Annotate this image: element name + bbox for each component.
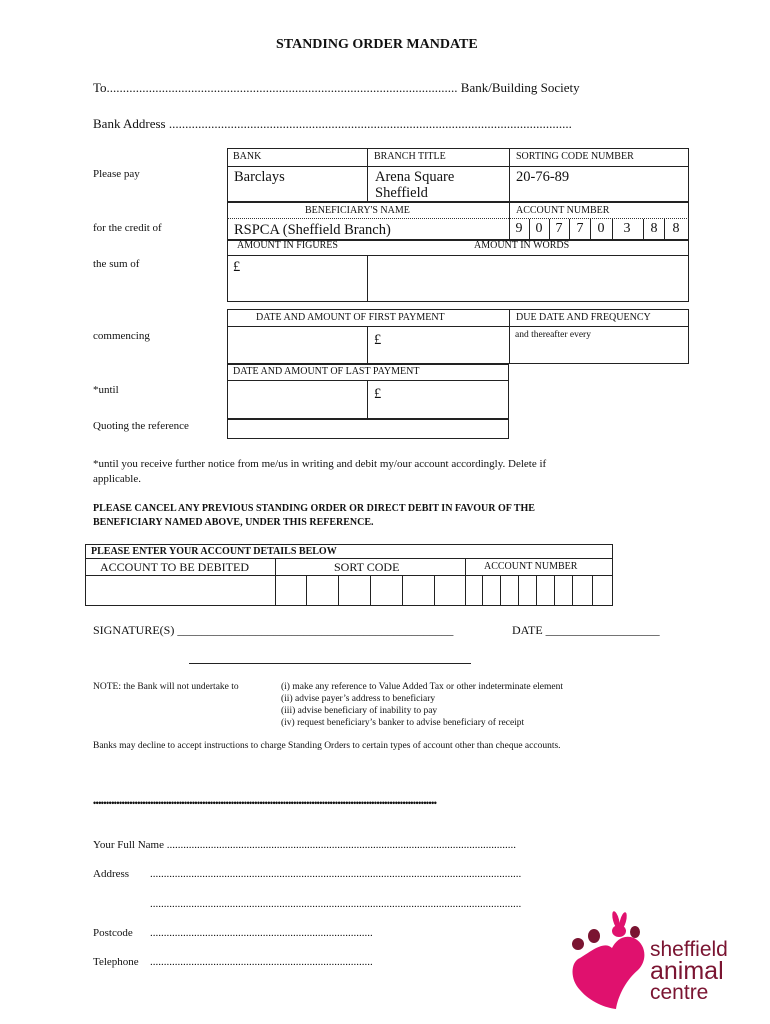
sort-cell-divider [402,575,403,606]
cut-separator: •••••••••••••••••••••••••••••••••••••••••••••••••••••••••••••••••••••••••••••••••••••••••••••••••••••••••••••••••••••••••••••••••••• [93,798,437,808]
digit-divider [643,219,644,240]
sort-cell-divider [434,575,435,606]
last-payment-header-rule [227,380,509,381]
account-details-rule [85,558,613,559]
digit-divider [549,219,550,240]
to-bank-line[interactable]: To............................................................................................................ Bank/Building Society [93,80,580,95]
sort-cell-divider [306,575,307,606]
amount-col-divider [367,255,368,302]
amount-header-rule [227,255,689,256]
banks-decline-text: Banks may decline to accept instructions to charge Standing Orders to certain types of account other than cheque accounts. [93,741,561,751]
sort-cell-divider [338,575,339,606]
logo-line1: sheffield [650,938,728,961]
account-cell-divider [518,575,519,606]
sort-cell-divider [275,558,276,606]
bank-value[interactable]: Barclays [234,169,285,185]
last-payment-header: DATE AND AMOUNT OF LAST PAYMENT [233,366,420,377]
sum-of-label: the sum of [93,258,140,270]
postcode-line[interactable]: ................................................................................. [150,927,373,939]
credit-of-label: for the credit of [93,222,162,234]
bank-col-divider [367,148,368,202]
account-cell-divider [500,575,501,606]
address-line-1[interactable]: ....................................................................................................................................... [150,868,522,880]
quoting-label: Quoting the reference [93,420,189,432]
logo-line3: centre [650,981,709,1004]
account-debited-label: ACCOUNT TO BE DEBITED [100,560,250,574]
sort-col-header: SORTING CODE NUMBER [516,151,634,162]
digit-divider [590,219,591,240]
beneficiary-col-divider [509,202,510,240]
digit-divider [569,219,570,240]
first-payment-amount-field[interactable] [388,330,506,360]
full-name-line[interactable]: Your Full Name ............................................................................................................................... [93,839,517,851]
pound-sign: £ [374,332,382,348]
bank-col-header: BANK [233,151,262,162]
cancel-notice-line2: BENEFICIARY NAMED ABOVE, UNDER THIS REFERENCE. [93,517,374,528]
bank-address-line[interactable]: Bank Address ............................................................................................................................ [93,116,572,131]
amount-figures-field[interactable] [234,262,364,298]
address-label: Address [93,868,130,880]
branch-col-divider [509,148,510,202]
postcode-label: Postcode [93,927,133,939]
account-digit[interactable]: 3 [623,221,631,236]
digit-divider [529,219,530,240]
account-cell-divider [536,575,537,606]
account-digit[interactable]: 0 [597,221,605,236]
due-date-col-divider [509,309,510,364]
account-cell-divider [592,575,593,606]
date-line[interactable]: DATE ___________________ [512,623,660,637]
pound-sign: £ [233,259,241,275]
account-to-debit-field[interactable] [88,578,272,604]
logo-line2: animal [650,957,724,985]
thereafter-text: and thereafter every [515,330,591,340]
account-label-rule [465,575,613,576]
sort-cell-divider [465,558,466,606]
bank-header-rule [227,166,689,167]
account-digit[interactable]: 8 [672,221,680,236]
address-line-2[interactable]: ....................................................................................................................................... [150,898,522,910]
account-digit[interactable]: 7 [555,221,563,236]
sort-code-value[interactable]: 20-76-89 [516,169,570,185]
account-cell-divider [482,575,483,606]
frequency-field[interactable] [513,344,685,362]
due-date-header: DUE DATE AND FREQUENCY [516,312,651,323]
beneficiary-header: BENEFICIARY'S NAME [305,205,410,216]
please-pay-label: Please pay [93,168,140,180]
amount-figures-header: AMOUNT IN FIGURES [237,240,338,251]
cancel-notice-line1: PLEASE CANCEL ANY PREVIOUS STANDING ORDER OR DIRECT DEBIT IN FAVOUR OF THE [93,503,535,514]
until-label: *until [93,384,119,396]
commencing-label: commencing [93,330,150,342]
pound-sign: £ [374,386,382,402]
until-note-line1: *until you receive further notice from me/us in writing and debit my/our account accordingly. Delete if [93,458,547,470]
first-payment-col-divider [367,326,368,364]
last-payment-amount-field[interactable] [388,384,506,416]
branch-value-line1[interactable]: Arena Square [375,169,455,185]
beneficiary-value[interactable]: RSPCA (Sheffield Branch) [234,222,391,238]
digit-divider [664,219,665,240]
branch-value-line2[interactable]: Sheffield [375,185,428,201]
until-note-line2: applicable. [93,473,141,485]
digit-divider [612,219,613,240]
first-payment-header: DATE AND AMOUNT OF FIRST PAYMENT [256,312,445,323]
debited-label-rule [85,575,275,576]
first-payment-date-field[interactable] [231,330,363,360]
heart-animals-icon [566,910,650,1010]
logo-text [650,939,728,1003]
reference-field[interactable] [227,419,509,439]
logo-mark [566,910,650,1010]
telephone-label: Telephone [93,956,139,968]
page-title: STANDING ORDER MANDATE [276,37,478,52]
note-label: NOTE: the Bank will not undertake to [93,682,239,692]
account-cell-divider [554,575,555,606]
last-payment-col-divider [367,380,368,419]
note-item: (iii) advise beneficiary of inability to pay [281,706,438,716]
last-payment-date-field[interactable] [231,384,363,416]
sort-cell-divider [370,575,371,606]
first-payment-header-rule [227,326,689,327]
note-item: (iv) request beneficiary’s banker to advise beneficiary of receipt [281,718,525,728]
account-digit[interactable]: 9 [515,221,523,236]
account-details-heading: PLEASE ENTER YOUR ACCOUNT DETAILS BELOW [91,546,337,557]
sort-code-label: SORT CODE [334,560,400,574]
account-digit[interactable]: 7 [576,221,584,236]
note-item: (ii) advise payer’s address to beneficiary [281,694,436,704]
second-signature-line[interactable] [189,663,471,664]
account-number-label: ACCOUNT NUMBER [484,561,578,572]
amount-words-field[interactable] [371,258,685,300]
beneficiary-header-rule [227,218,689,219]
signature-line[interactable]: SIGNATURE(S) ______________________________________________ [93,623,454,637]
account-cell-divider [572,575,573,606]
account-digit[interactable]: 0 [535,221,543,236]
note-item: (i) make any reference to Value Added Tax or other indeterminate element [281,682,564,692]
telephone-line[interactable]: ................................................................................. [150,956,373,968]
branch-col-header: BRANCH TITLE [374,151,446,162]
account-digit[interactable]: 8 [650,221,658,236]
amount-words-header: AMOUNT IN WORDS [474,240,570,251]
account-header: ACCOUNT NUMBER [516,205,610,216]
